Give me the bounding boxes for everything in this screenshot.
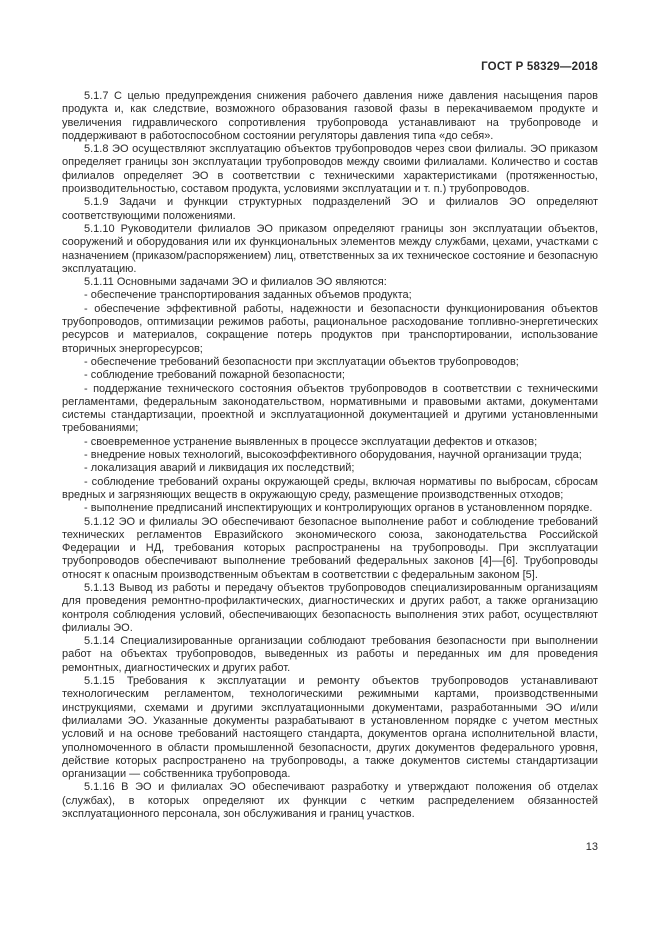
list-item: - соблюдение требований пожарной безопасности; bbox=[84, 369, 345, 382]
list-item: - выполнение предписаний инспектирующих и контролирующих органов в установленном порядке. bbox=[84, 502, 593, 515]
paragraph: 5.1.8 ЭО осуществляют эксплуатацию объектов трубопроводов через свои филиалы. ЭО приказом определяет границы зон эксплуатации трубопроводов между своими филиалами. Количество и состав филиалов определяет ЭО в соответствии с техническими характеристиками (протяженностью, производительностью, составом продукта, условиями эксплуатации и т. п.) трубопроводов. bbox=[62, 143, 598, 196]
paragraph: 5.1.11 Основными задачами ЭО и филиалов ЭО являются: bbox=[84, 276, 387, 289]
list-item: - своевременное устранение выявленных в процессе эксплуатации дефектов и отказов; bbox=[84, 435, 538, 448]
paragraph: 5.1.12 ЭО и филиалы ЭО обеспечивают безопасное выполнение работ и соблюдение требований технических регламентов Евразийского экономического союза, законодательства Российской Федерации и НД, требования которых распространены на трубопроводы. При эксплуатации трубопроводов обеспечивают выполнение требований федеральных законов [4]—[6]. Трубопроводы относят к опасным производственным объектам в соответствии с федеральным законом [5]. bbox=[62, 515, 598, 581]
paragraph: 5.1.7 С целью предупреждения снижения рабочего давления ниже давления насыщения паров продукта и, как следствие, возможного образования газовой фазы в перекачиваемом продукте и увеличения гидравлического сопротивления трубопровода устанавливают на трубопроводе и поддерживают в работоспособном состоянии регуляторы давления типа «до себя». bbox=[62, 90, 598, 142]
page-number: 13 bbox=[585, 841, 598, 853]
document-body bbox=[62, 90, 598, 821]
paragraph: 5.1.15 Требования к эксплуатации и ремонту объектов трубопроводов устанавливают технологическим регламентом, технологическими режимными картами, производственными инструкциями, схемами и другими эксплуатационными документами, разработанными ЭО и/или филиалами ЭО. Указанные документы разрабатывают в установленном порядке с учетом местных условий и на основе требований настоящего стандарта, документов органа исполнительной власти, уполномоченного в области промышленной безопасности, других документов федерального уровня, действие которых распространено на трубопроводы, а также документов системы стандартизации организации — собственника трубопровода. bbox=[62, 675, 598, 781]
paragraph: 5.1.9 Задачи и функции структурных подразделений ЭО и филиалов ЭО определяют соответствующими положениями. bbox=[62, 196, 598, 222]
document-footer bbox=[62, 841, 598, 853]
list-item: - обеспечение требований безопасности при эксплуатации объектов трубопроводов; bbox=[84, 355, 519, 368]
list-item: - соблюдение требований охраны окружающей среды, включая нормативы по выбросам, сбросам вредных и загрязняющих веществ в окружающую среду, размещение производственных отходов; bbox=[62, 475, 598, 501]
list-item: - внедрение новых технологий, высокоэффективного оборудования, научной организации труда; bbox=[84, 449, 582, 462]
document-header bbox=[62, 61, 598, 73]
list-item: - поддержание технического состояния объектов трубопроводов в соответствии с техническими регламентами, федеральным законодательством, нормативными и правовыми актами, документами системы стандартизации, проектной и эксплуатационной документацией и другими установленными требованиями; bbox=[62, 382, 598, 435]
paragraph: 5.1.10 Руководители филиалов ЭО приказом определяют границы зон эксплуатации объектов, сооружений и оборудования или их функциональных элементов между службами, цехами, участками с назначением (приказом/распоряжением) лиц, ответственных за их техническое состояние и безопасную эксплуатацию. bbox=[62, 222, 598, 275]
list-item: - локализация аварий и ликвидация их последствий; bbox=[84, 462, 355, 475]
list-item: - обеспечение транспортирования заданных объемов продукта; bbox=[84, 289, 412, 302]
paragraph: 5.1.13 Вывод из работы и передачу объектов трубопроводов специализированным организациям для проведения ремонтно-профилактических, диагностических и других работ, а также организацию контроля соблюдения условий, обеспечивающих безопасность выполнения этих работ, осуществляют филиалы ЭО. bbox=[62, 581, 598, 634]
paragraph: 5.1.14 Специализированные организации соблюдают требования безопасности при выполнении работ на объектах трубопроводов, выведенных из работы и переданных им для проведения ремонтных, диагностических и других работ. bbox=[62, 635, 598, 674]
standard-code: ГОСТ Р 58329—2018 bbox=[481, 61, 598, 73]
list-item: - обеспечение эффективной работы, надежности и безопасности функционирования объектов трубопроводов, оптимизации режимов работы, рациональное расходование топливно-энергетических ресурсов и материалов, сокращение потерь продуктов при транспортировании, использование вторичных энергоресурсов; bbox=[62, 302, 598, 355]
paragraph: 5.1.16 В ЭО и филиалах ЭО обеспечивают разработку и утверждают положения об отделах (службах), в которых определяют их функции с четким распределением обязанностей эксплуатационного персонала, зон обслуживания и границ участков. bbox=[62, 781, 598, 821]
